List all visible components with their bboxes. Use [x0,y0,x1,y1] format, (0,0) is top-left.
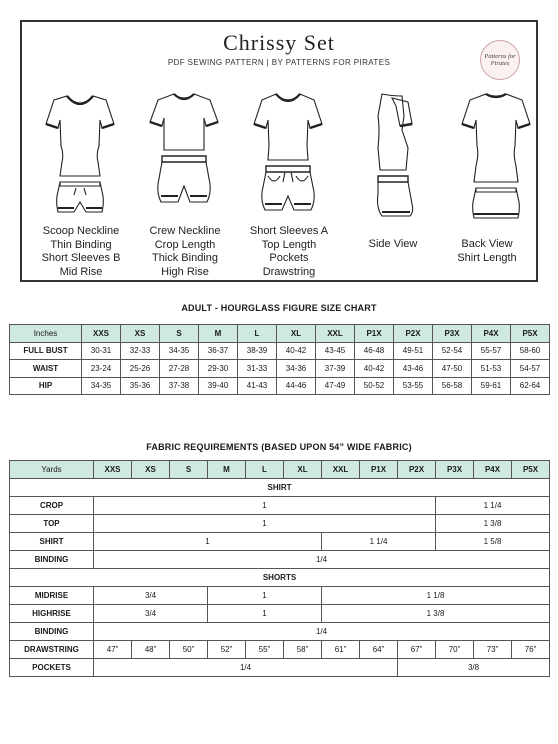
table-row [10,360,550,378]
caption-line: Crop Length [154,238,216,251]
size-header: P5X [511,325,550,343]
row-label: CROP [10,497,94,515]
table-cell: 52” [208,641,246,659]
caption-line: Short Sleeves A [249,225,329,237]
row-label: POCKETS [10,659,94,677]
table-cell: 47” [94,641,132,659]
caption-look-2 [130,225,240,279]
size-header: XXS [94,461,132,479]
row-label: HIGHRISE [10,605,94,623]
size-header: M [208,461,246,479]
caption-line: Crew Neckline [149,225,221,237]
size-header: P1X [360,461,398,479]
table-cell: 1/4 [94,659,398,677]
table-cell: 51-53 [472,360,511,378]
row-label: HIP [10,377,82,395]
fabric-requirements-title: FABRIC REQUIREMENTS (BASED UPON 54” WIDE FABRIC) [146,442,412,452]
table-row [10,605,550,623]
row-label: SHIRT [10,533,94,551]
table-cell: 43-46 [394,360,433,378]
table-cell: 36-37 [199,342,238,360]
size-header: P3X [436,461,474,479]
table-cell: 31-33 [238,360,277,378]
table-cell: 40-42 [277,342,316,360]
size-header: P1X [355,325,394,343]
row-label: FULL BUST [10,342,82,360]
caption-look-3 [234,225,344,279]
fabric-header-row [10,461,550,479]
table-cell: 58” [284,641,322,659]
table-cell: 39-40 [199,377,238,395]
section-header-shorts: SHORTS [10,569,550,587]
caption-line: Drawstring [262,265,316,278]
table-cell: 49-51 [394,342,433,360]
table-cell: 1 3/8 [322,605,550,623]
corner-label: Yards [10,461,94,479]
pattern-subtitle: PDF SEWING PATTERN | BY PATTERNS FOR PIRATES [167,58,391,67]
table-cell: 34-36 [277,360,316,378]
size-header: S [170,461,208,479]
size-header-row [10,325,550,343]
size-header: L [246,461,284,479]
table-cell: 23-24 [82,360,121,378]
row-label: BINDING [10,551,94,569]
table-cell: 1 [208,605,322,623]
table-cell: 32-33 [121,342,160,360]
table-cell: 44-46 [277,377,316,395]
caption-line: Scoop Neckline [42,225,120,237]
caption-line: Top Length [261,238,317,251]
caption-look-5 [432,238,542,265]
size-header: P4X [472,325,511,343]
table-cell: 1 1/8 [322,587,550,605]
table-cell: 76” [512,641,550,659]
table-cell: 1 5/8 [436,533,550,551]
row-label: TOP [10,515,94,533]
table-cell: 73” [474,641,512,659]
size-header: L [238,325,277,343]
table-row [10,641,550,659]
caption-line: Shirt Length [457,251,517,264]
caption-line: High Rise [161,265,209,278]
table-cell: 52-54 [433,342,472,360]
caption-line: Short Sleeves B [41,252,121,264]
table-cell: 29-30 [199,360,238,378]
look-crew-neck-illustration [134,90,234,230]
caption-line: Thick Binding [151,252,219,264]
size-header: XL [284,461,322,479]
corner-label: Inches [10,325,82,343]
size-header: XXL [322,461,360,479]
table-row [10,623,550,641]
size-chart-table [9,324,550,395]
table-cell: 1 [94,515,436,533]
look-pockets-drawstring-illustration [238,90,338,230]
table-row [10,377,550,395]
table-cell: 40-42 [355,360,394,378]
table-cell: 62-64 [511,377,550,395]
table-cell: 59-61 [472,377,511,395]
row-label: BINDING [10,623,94,641]
section-row [10,479,550,497]
table-row [10,551,550,569]
caption-look-1 [26,225,136,279]
size-header: P5X [512,461,550,479]
table-cell: 70” [436,641,474,659]
table-cell: 3/4 [94,605,208,623]
brand-logo [480,40,520,80]
table-cell: 67” [398,641,436,659]
table-cell: 25-26 [121,360,160,378]
size-header: P3X [433,325,472,343]
table-cell: 50” [170,641,208,659]
table-cell: 3/8 [398,659,550,677]
size-header: P2X [398,461,436,479]
table-cell: 41-43 [238,377,277,395]
size-header: S [160,325,199,343]
pattern-banner [20,20,538,282]
table-row [10,659,550,677]
table-cell: 53-55 [394,377,433,395]
pattern-title: Chrissy Set [223,30,335,55]
size-header: XXL [316,325,355,343]
row-label: DRAWSTRING [10,641,94,659]
table-cell: 58-60 [511,342,550,360]
look-back-view-illustration [446,90,546,230]
table-cell: 1 1/4 [322,533,436,551]
size-header: P4X [474,461,512,479]
table-cell: 61” [322,641,360,659]
table-cell: 34-35 [82,377,121,395]
table-cell: 48” [132,641,170,659]
table-cell: 64” [360,641,398,659]
table-row [10,515,550,533]
table-cell: 1 3/8 [436,515,550,533]
table-cell: 1 [94,497,436,515]
caption-line: Side View [368,238,418,250]
table-row [10,587,550,605]
size-header: XS [132,461,170,479]
table-cell: 55-57 [472,342,511,360]
table-cell: 43-45 [316,342,355,360]
size-header: XXS [82,325,121,343]
table-row [10,342,550,360]
section-row [10,569,550,587]
size-header: XL [277,325,316,343]
size-header: M [199,325,238,343]
table-row [10,533,550,551]
table-cell: 34-35 [160,342,199,360]
row-label: WAIST [10,360,82,378]
table-cell: 1/4 [94,623,550,641]
section-header-shirt: SHIRT [10,479,550,497]
table-cell: 35-36 [121,377,160,395]
table-cell: 38-39 [238,342,277,360]
caption-line: Back View [461,238,513,250]
row-label: MIDRISE [10,587,94,605]
table-cell: 30-31 [82,342,121,360]
table-cell: 37-39 [316,360,355,378]
look-side-view-illustration [342,90,442,230]
look-scoop-neck-illustration [30,90,130,230]
size-header: XS [121,325,160,343]
size-chart-title: ADULT - HOURGLASS FIGURE SIZE CHART [181,303,377,313]
table-cell: 47-49 [316,377,355,395]
table-cell: 1 1/4 [436,497,550,515]
table-cell: 47-50 [433,360,472,378]
table-cell: 1 [208,587,322,605]
caption-line: Pockets [269,252,309,264]
caption-line: Mid Rise [59,265,103,278]
caption-line: Thin Binding [50,238,112,251]
table-cell: 1 [94,533,322,551]
table-cell: 1/4 [94,551,550,569]
table-cell: 27-28 [160,360,199,378]
table-cell: 54-57 [511,360,550,378]
table-cell: 3/4 [94,587,208,605]
table-cell: 56-58 [433,377,472,395]
table-cell: 46-48 [355,342,394,360]
table-row [10,497,550,515]
size-header: P2X [394,325,433,343]
table-cell: 55” [246,641,284,659]
brand-logo-text: Patterns for Pirates [484,53,516,67]
table-cell: 37-38 [160,377,199,395]
fabric-requirements-table [9,460,550,677]
table-cell: 50-52 [355,377,394,395]
